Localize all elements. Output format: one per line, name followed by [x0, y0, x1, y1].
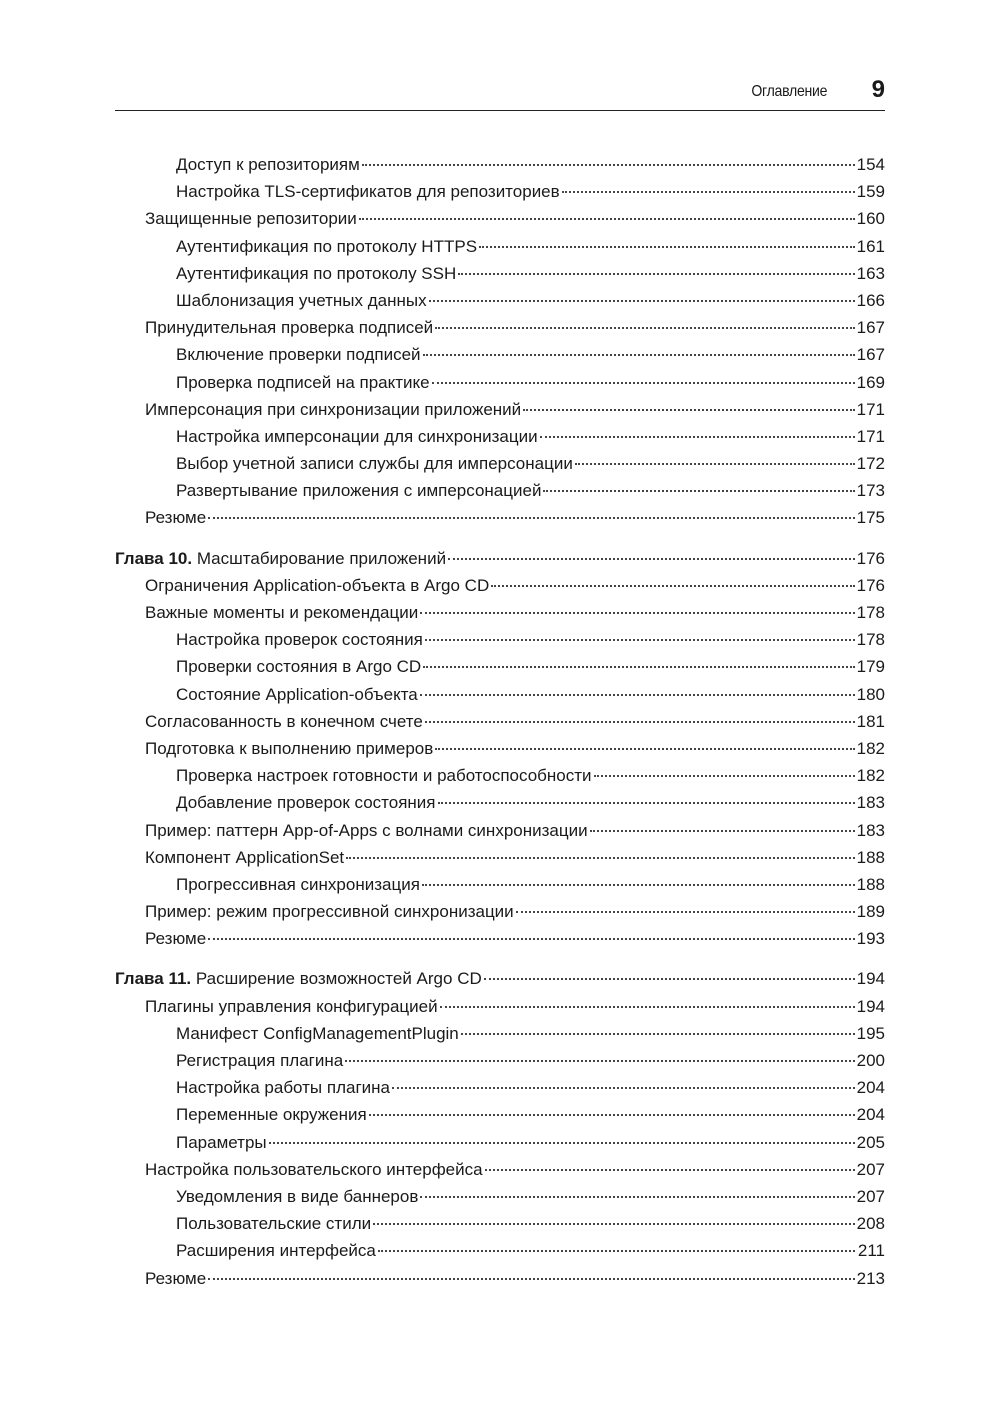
running-header-title: Оглавление [751, 83, 827, 100]
toc-entry-title [176, 871, 420, 898]
toc-entry-text: Резюме [145, 508, 207, 528]
toc-entry-text: Расширения интерфейса [176, 1241, 376, 1261]
toc-entry-text: Шаблонизация учетных данных [176, 290, 427, 310]
toc-page-number: 163 [856, 263, 885, 283]
toc-entry-title [176, 423, 538, 450]
toc-subsection-entry [115, 681, 885, 708]
toc-page-number: 211 [857, 1241, 885, 1261]
toc-page-number: 181 [856, 711, 885, 731]
toc-entry-title [145, 599, 418, 626]
toc-section-entry [115, 993, 885, 1020]
toc-entry-title [176, 653, 421, 680]
toc-entry-title [115, 965, 482, 992]
toc-entry-text: Настройка работы плагина [176, 1078, 390, 1098]
dot-leader [491, 584, 854, 587]
toc-entry-title [176, 1074, 390, 1101]
toc-entry-title [176, 369, 430, 396]
dot-leader [479, 245, 855, 248]
toc-subsection-entry [115, 1020, 885, 1047]
dot-leader [378, 1249, 855, 1252]
toc-subsection-entry [115, 178, 885, 205]
toc-subsection-entry [115, 260, 885, 287]
toc-entry-text: Защищенные репозитории [145, 209, 357, 229]
dot-leader [540, 435, 855, 438]
toc-page-number: 173 [856, 481, 885, 501]
toc-entry-text: Пример: паттерн App-of-Apps с волнами синхронизации [145, 820, 588, 840]
toc-subsection-entry [115, 151, 885, 178]
toc-entry-title [145, 396, 521, 423]
toc-page-number: 188 [856, 847, 885, 867]
toc-entry-text: Резюме [145, 1268, 207, 1288]
toc-entry-text: Резюме [145, 929, 207, 949]
dot-leader [516, 910, 855, 913]
toc-page-number: 167 [856, 345, 885, 365]
toc-entry-title [145, 898, 514, 925]
dot-leader [420, 1195, 854, 1198]
toc-entry-title [176, 1129, 267, 1156]
toc-entry-text: Настройка проверок состояния [176, 630, 423, 650]
toc-section-entry [115, 1156, 885, 1183]
toc-page-number: 167 [856, 318, 885, 338]
toc-entry-text: Проверка подписей на практике [176, 372, 430, 392]
toc-subsection-entry [115, 1101, 885, 1128]
dot-leader [429, 299, 855, 302]
toc-entry-title [115, 545, 446, 572]
toc-entry-text: Проверки состояния в Argo CD [176, 657, 422, 677]
toc-entry-text: Расширение возможностей Argo CD [195, 969, 482, 989]
dot-leader [448, 557, 855, 560]
toc-page-number: 204 [856, 1105, 885, 1125]
toc-entry-title [176, 1237, 376, 1264]
toc-entry-title [145, 993, 438, 1020]
dot-leader [435, 326, 854, 329]
toc-section-entry [115, 396, 885, 423]
toc-entry-title [145, 1265, 206, 1292]
toc-page-number: 171 [856, 399, 885, 419]
toc-section-entry [115, 504, 885, 531]
toc-entry-text: Пример: режим прогрессивной синхронизации [145, 902, 514, 922]
toc-section-entry [115, 708, 885, 735]
toc-subsection-entry [115, 1237, 885, 1264]
toc-page-number: 213 [856, 1268, 885, 1288]
toc-page-number: 208 [856, 1214, 885, 1234]
toc-page-number: 194 [856, 969, 885, 989]
toc-entry-text: Включение проверки подписей [176, 345, 421, 365]
dot-leader [590, 829, 855, 832]
toc-entry-title [176, 260, 456, 287]
toc-section-entry [115, 844, 885, 871]
toc-entry-text: Масштабирование приложений [196, 548, 447, 568]
toc-page-number: 188 [856, 874, 885, 894]
toc-entry-text: Пользовательские стили [176, 1214, 372, 1234]
toc-entry-title [145, 735, 433, 762]
toc-page-number: 176 [856, 575, 885, 595]
toc-entry-title [176, 450, 573, 477]
toc-entry-text: Ограничения Application-объекта в Argo CD [145, 575, 490, 595]
toc-section-entry [115, 817, 885, 844]
toc-subsection-entry [115, 1074, 885, 1101]
dot-leader [373, 1222, 854, 1225]
dot-leader [425, 720, 855, 723]
dot-leader [425, 638, 855, 641]
dot-leader [575, 462, 855, 465]
toc-subsection-entry [115, 423, 885, 450]
toc-entry-title [145, 205, 357, 232]
dot-leader [422, 883, 855, 886]
dot-leader [423, 665, 854, 668]
dot-leader [594, 774, 855, 777]
toc-entry-text: Доступ к репозиториям [176, 155, 360, 174]
toc-entry-title [145, 708, 423, 735]
chapter-label: Глава 11. [115, 969, 192, 989]
toc-subsection-entry [115, 1047, 885, 1074]
toc-entry-title [176, 178, 560, 205]
dot-leader [485, 1168, 855, 1171]
toc-subsection-entry [115, 233, 885, 260]
toc-entry-title [176, 233, 477, 260]
toc-entry-title [176, 1020, 459, 1047]
toc-entry-title [176, 341, 421, 368]
toc-page-number: 182 [856, 738, 885, 758]
toc-entry-text: Имперсонация при синхронизации приложений [145, 399, 522, 419]
toc-section-entry [115, 599, 885, 626]
page-number: 9 [871, 76, 885, 103]
toc-subsection-entry [115, 871, 885, 898]
toc-page-number: 183 [856, 820, 885, 840]
toc-entry-text: Аутентификация по протоколу SSH [176, 263, 457, 283]
toc-section-entry [115, 898, 885, 925]
toc-entry-text: Манифест ConfigManagementPlugin [176, 1023, 459, 1043]
toc-entry-title [176, 151, 360, 178]
toc-entry-text: Настройка TLS-сертификатов для репозиториев [176, 182, 560, 202]
toc-entry-text: Выбор учетной записи службы для имперсонации [176, 454, 573, 474]
toc-entry-title [176, 1210, 371, 1237]
toc-subsection-entry [115, 477, 885, 504]
toc-entry-title [176, 789, 436, 816]
toc-page-number: 166 [856, 290, 885, 310]
dot-leader [269, 1141, 855, 1144]
toc-page-number: 172 [856, 454, 885, 474]
toc-subsection-entry [115, 369, 885, 396]
toc-entry-title [176, 626, 423, 653]
toc-page-number: 160 [856, 209, 885, 229]
dot-leader [423, 353, 855, 356]
toc-entry-title [176, 1183, 418, 1210]
dot-leader [484, 977, 855, 980]
toc-page-number: 183 [856, 793, 885, 813]
dot-leader [208, 1277, 854, 1280]
dot-leader [208, 937, 854, 940]
dot-leader [432, 381, 855, 384]
toc-page-number: 193 [856, 929, 885, 949]
dot-leader [362, 163, 855, 166]
toc-page-number: 175 [856, 508, 885, 528]
toc-entry-text: Компонент ApplicationSet [145, 847, 345, 867]
toc-section-entry [115, 314, 885, 341]
page-header [115, 72, 885, 111]
toc-section-entry [115, 205, 885, 232]
toc-entry-text: Настройка пользовательского интерфейса [145, 1159, 483, 1179]
toc-entry-text: Состояние Application-объекта [176, 684, 418, 704]
toc-section-entry [115, 572, 885, 599]
toc-page-number: 178 [856, 630, 885, 650]
chapter-label: Глава 10. [115, 548, 193, 568]
toc-page-number: 182 [856, 766, 885, 786]
toc-subsection-entry [115, 1183, 885, 1210]
toc-page-number: 161 [856, 236, 885, 256]
toc-page-number: 179 [856, 657, 885, 677]
dot-leader [435, 747, 854, 750]
toc-entry-text: Важные моменты и рекомендации [145, 603, 419, 622]
dot-leader [420, 693, 855, 696]
toc-entry-text: Регистрация плагина [176, 1051, 344, 1070]
toc-entry-title [145, 1156, 483, 1183]
toc-entry-text: Настройка имперсонации для синхронизации [176, 426, 538, 446]
toc-page-number: 194 [856, 996, 885, 1016]
dot-leader [523, 408, 854, 411]
toc-subsection-entry [115, 626, 885, 653]
toc-entry-title [145, 844, 344, 871]
table-of-contents [115, 151, 885, 1292]
toc-page-number: 171 [856, 426, 885, 446]
dot-leader [369, 1113, 855, 1116]
toc-entry-title [145, 504, 206, 531]
toc-page-number: 205 [856, 1132, 885, 1152]
dot-leader [440, 1005, 855, 1008]
toc-entry-title [176, 681, 418, 708]
dot-leader [346, 856, 854, 859]
toc-page-number: 169 [856, 372, 885, 392]
toc-section-entry [115, 735, 885, 762]
toc-page-number: 159 [856, 182, 885, 202]
toc-entry-title [145, 314, 433, 341]
toc-entry-title [145, 817, 588, 844]
toc-entry-text: Принудительная проверка подписей [145, 318, 434, 338]
toc-page-number: 195 [856, 1023, 885, 1043]
toc-subsection-entry [115, 341, 885, 368]
toc-page-number: 189 [856, 902, 885, 922]
toc-section-entry [115, 925, 885, 952]
toc-entry-text: Аутентификация по протоколу HTTPS [176, 236, 478, 256]
toc-entry-text: Добавление проверок состояния [176, 793, 436, 813]
toc-subsection-entry [115, 450, 885, 477]
dot-leader [359, 217, 855, 220]
toc-entry-title [176, 1047, 343, 1074]
toc-entry-text: Согласованность в конечном счете [145, 711, 423, 731]
toc-page-number: 180 [856, 684, 885, 704]
toc-entry-title [145, 572, 489, 599]
toc-page-number: 204 [856, 1078, 885, 1098]
toc-section-entry [115, 1265, 885, 1292]
toc-entry-text: Плагины управления конфигурацией [145, 996, 438, 1016]
toc-entry-text: Подготовка к выполнению примеров [145, 738, 434, 758]
toc-entry-title [176, 287, 427, 314]
dot-leader [438, 801, 855, 804]
toc-subsection-entry [115, 1129, 885, 1156]
toc-entry-text: Переменные окружения [176, 1105, 367, 1125]
toc-chapter-entry [115, 965, 885, 992]
toc-subsection-entry [115, 653, 885, 680]
dot-leader [208, 516, 854, 519]
toc-subsection-entry [115, 762, 885, 789]
dot-leader [345, 1059, 854, 1062]
dot-leader [420, 611, 854, 614]
toc-entry-title [176, 1101, 367, 1128]
toc-entry-title [176, 762, 592, 789]
toc-entry-text: Развертывание приложения с имперсонацией [176, 481, 542, 501]
toc-page-number: 200 [856, 1051, 885, 1070]
toc-page-number: 176 [856, 548, 885, 568]
dot-leader [543, 489, 854, 492]
toc-entry-title [176, 477, 541, 504]
toc-subsection-entry [115, 789, 885, 816]
toc-entry-text: Параметры [176, 1132, 267, 1152]
toc-entry-title [145, 925, 206, 952]
toc-page-number: 207 [856, 1186, 885, 1206]
toc-entry-text: Уведомления в виде баннеров [176, 1186, 419, 1206]
toc-chapter-entry [115, 545, 885, 572]
toc-page-number: 154 [856, 155, 885, 174]
toc-page-number: 178 [856, 603, 885, 622]
toc-entry-text: Прогрессивная синхронизация [176, 874, 420, 894]
dot-leader [461, 1032, 855, 1035]
dot-leader [392, 1086, 855, 1089]
toc-subsection-entry [115, 1210, 885, 1237]
toc-page-number: 207 [856, 1159, 885, 1179]
toc-entry-text: Проверка настроек готовности и работоспособности [176, 766, 592, 786]
dot-leader [562, 190, 855, 193]
toc-subsection-entry [115, 287, 885, 314]
dot-leader [458, 272, 854, 275]
